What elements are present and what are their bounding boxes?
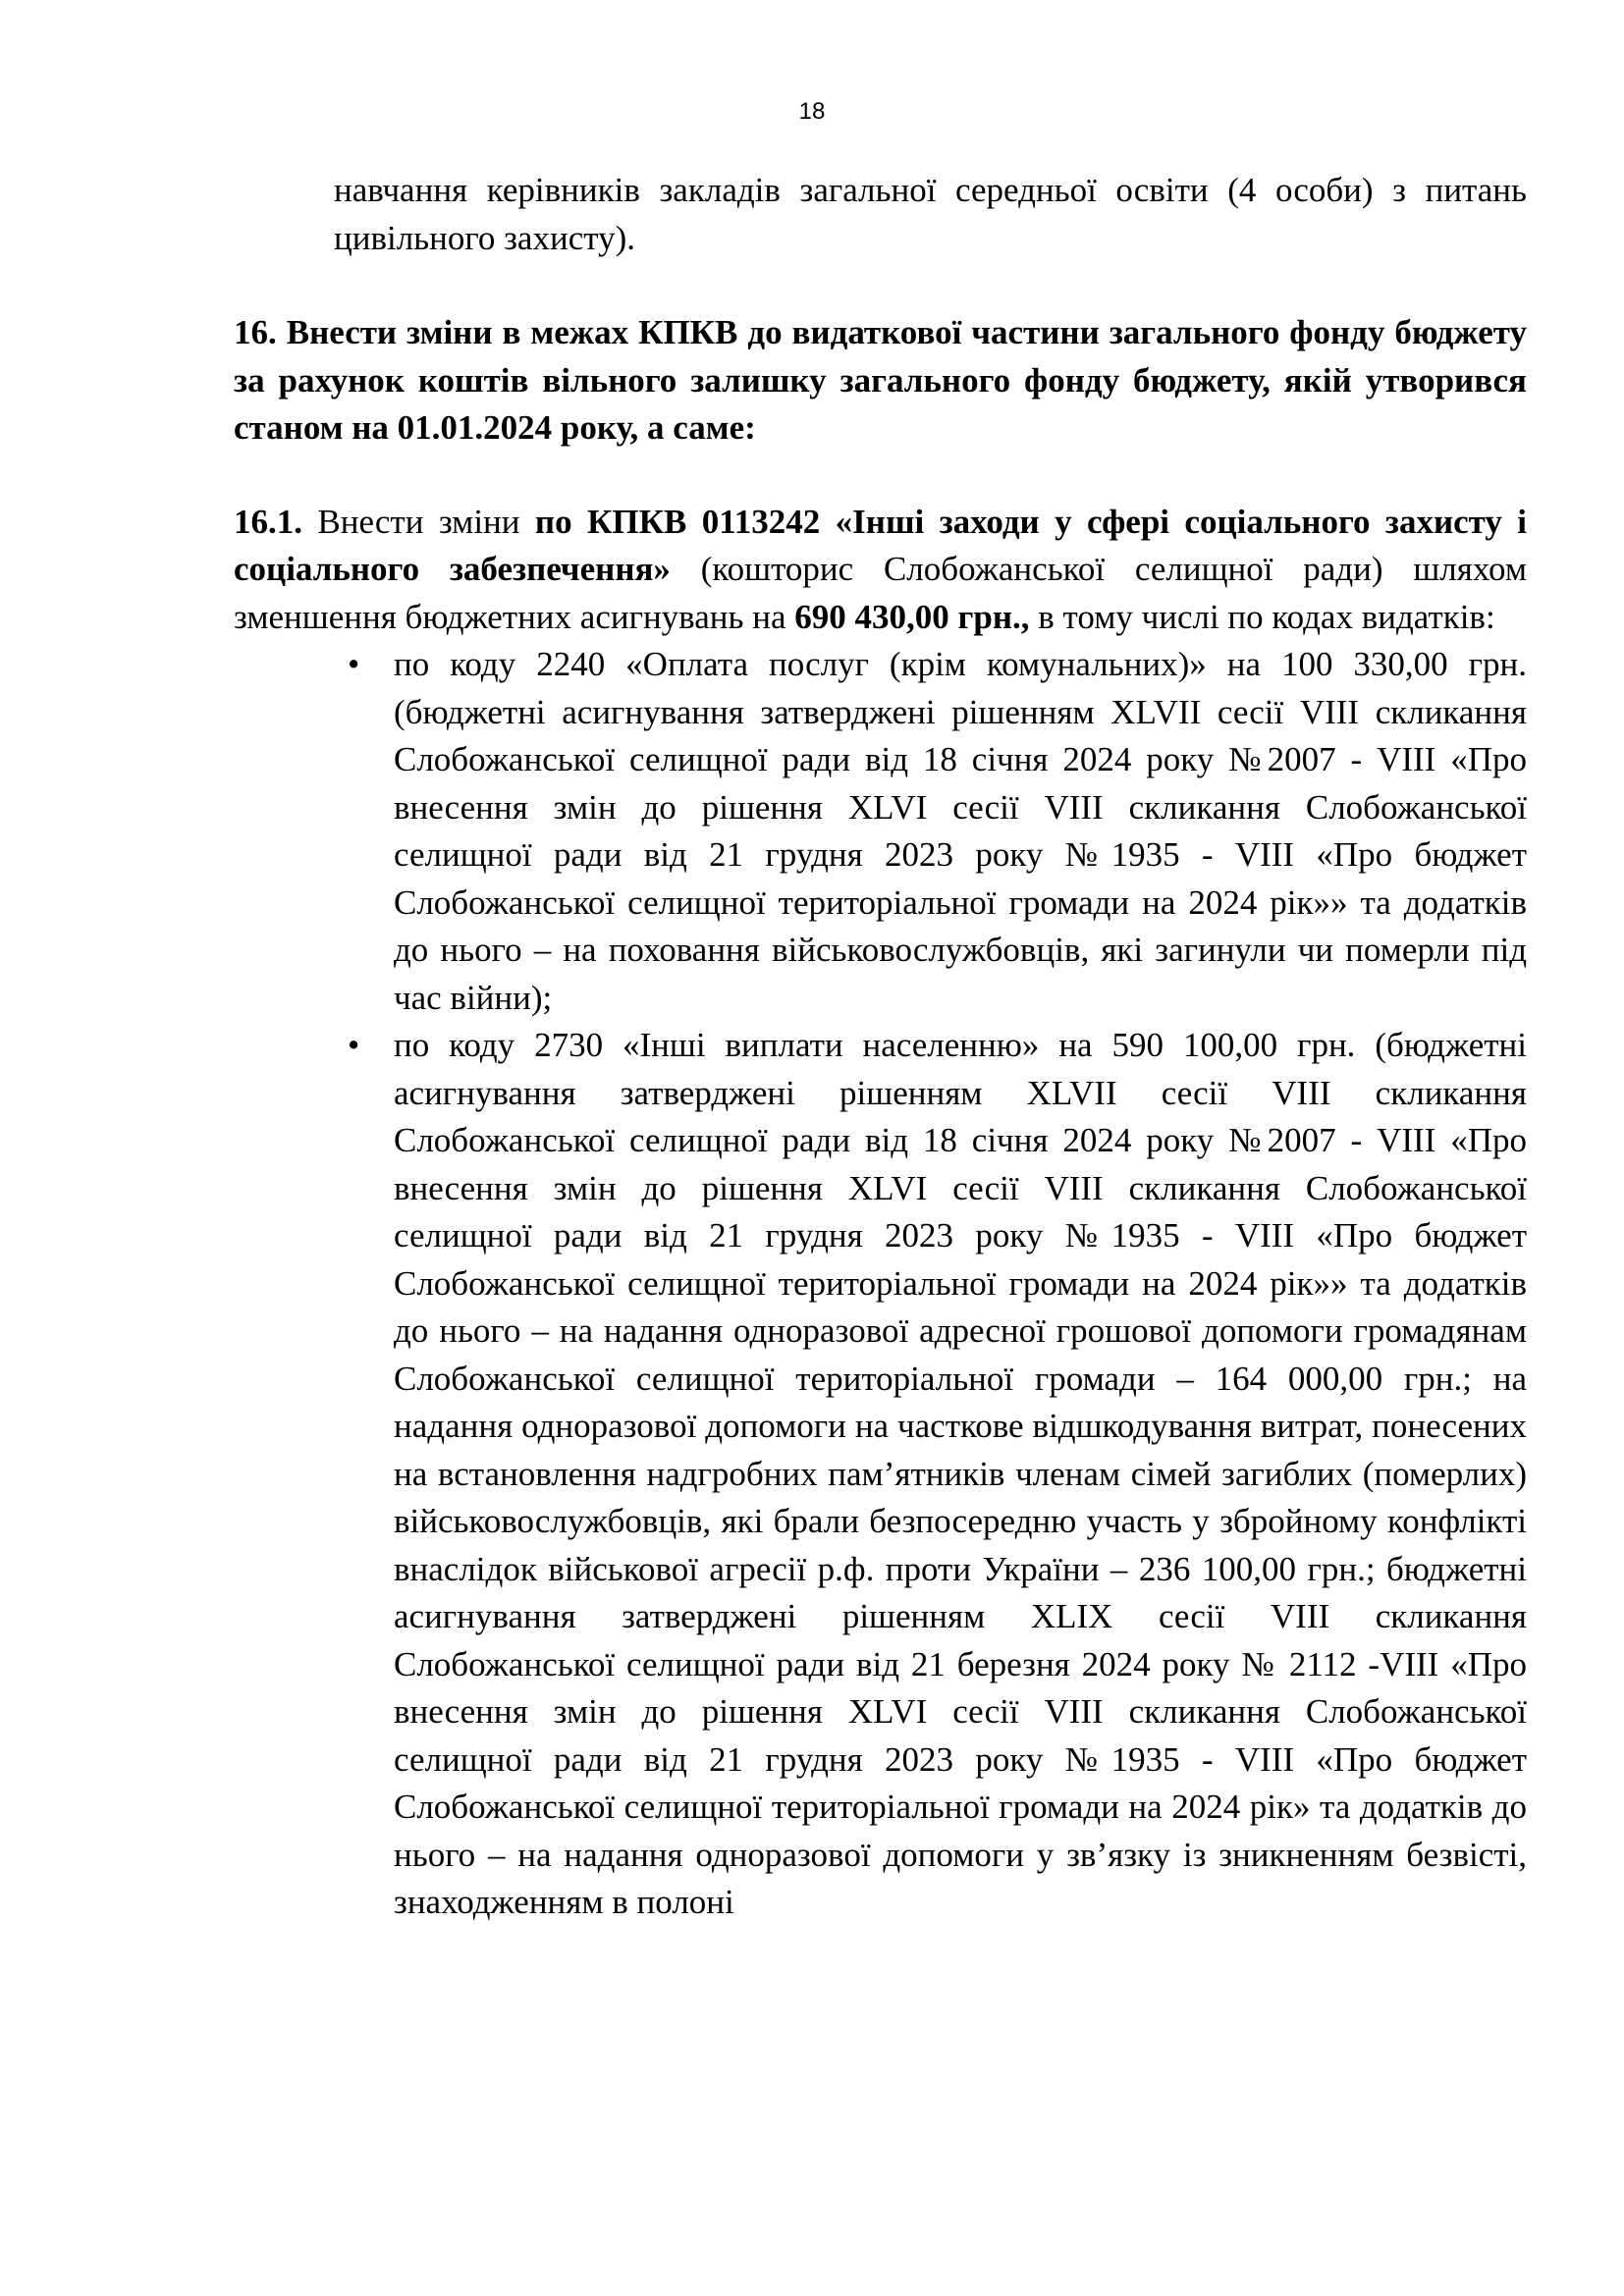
subsection-text-middle: (кошторис Слобожанської селищної ради) шляхом зменшення бюджетних асигнувань на bbox=[234, 550, 1527, 636]
subsection-text-intro: Внести зміни bbox=[302, 502, 535, 541]
expense-code-2240-text: по коду 2240 «Оплата послуг (крім комунальних)» на 100 330,00 грн. (бюджетні асигнування затверджені рішенням XLVII сесії VIII скликання Слобожанської селищної ради від 18 січня 2024 року №2007 - VIII «Про внесення змін до рішення XLVI сесії VIII скликання Слобожанської селищної ради від 21 грудня 2023 року №1935 - VIII «Про бюджет Слобожанської селищної територіальної громади на 2024 рік»» та додатків до нього – на поховання військовослужбовців, які загинули чи померли під час війни); bbox=[394, 645, 1527, 1017]
expense-code-2730-text: по коду 2730 «Інші виплати населенню» на 590 100,00 грн. (бюджетні асигнування затверджені рішенням XLVII сесії VIII скликання Слобожанської селищної ради від 18 січня 2024 року №2007 - VIII «Про внесення змін до рішення XLVI сесії VIII скликання Слобожанської селищної ради від 21 грудня 2023 року №1935 - VIII «Про бюджет Слобожанської селищної територіальної громади на 2024 рік»» та додатків до нього – на надання одноразової адресної грошової допомоги громадянам Слобожанської селищної територіальної громади – 164 000,00 грн.; на надання одноразової допомоги на часткове відшкодування витрат, понесених на встановлення надгробних пам’ятників членам сімей загиблих (померлих) військовослужбовців, які брали безпосередню участь у збройному конфлікті внаслідок військової агресії р.ф. проти України – 236 100,00 грн.; бюджетні асигнування затверджені рішенням XLIX сесії VIII скликання Слобожанської селищної ради від 21 березня 2024 року № 2112 -VIII «Про внесення змін до рішення XLVI сесії VIII скликання Слобожанської селищної ради від 21 грудня 2023 року №1935 - VIII «Про бюджет Слобожанської селищної територіальної громади на 2024 рік» та додатків до нього – на надання одноразової допомоги у зв’язку із зникненням безвісті, знаходженням в полоні bbox=[394, 1026, 1527, 1921]
subsection-text-end: в тому числі по кодах видатків: bbox=[1029, 597, 1495, 636]
page-number: 18 bbox=[798, 98, 826, 125]
section-16-heading: 16. Внести зміни в межах КПКВ до видаткової частини загального фонду бюджету за рахунок коштів вільного залишку загального фонду бюджету, якій утворився станом на 01.01.2024 року, а саме: bbox=[234, 313, 1527, 447]
total-amount: 690 430,00 грн., bbox=[794, 597, 1030, 636]
subsection-number: 16.1. bbox=[234, 502, 302, 541]
bullet-icon: • bbox=[348, 645, 360, 683]
document-body bbox=[234, 167, 1527, 1927]
subsection-16-1-paragraph bbox=[234, 499, 1527, 642]
list-item bbox=[234, 1022, 1527, 1927]
expense-codes-list bbox=[234, 641, 1527, 1927]
kpkv-reference: по КПКВ 0113242 «Інші заходи у сфері соціального захисту і соціального забезпечення» bbox=[234, 502, 1527, 588]
list-item bbox=[234, 641, 1527, 1022]
bullet-icon: • bbox=[348, 1026, 360, 1064]
continuation-paragraph: навчання керівників закладів загальної середньої освіти (4 особи) з питань цивільного захисту). bbox=[334, 171, 1527, 257]
